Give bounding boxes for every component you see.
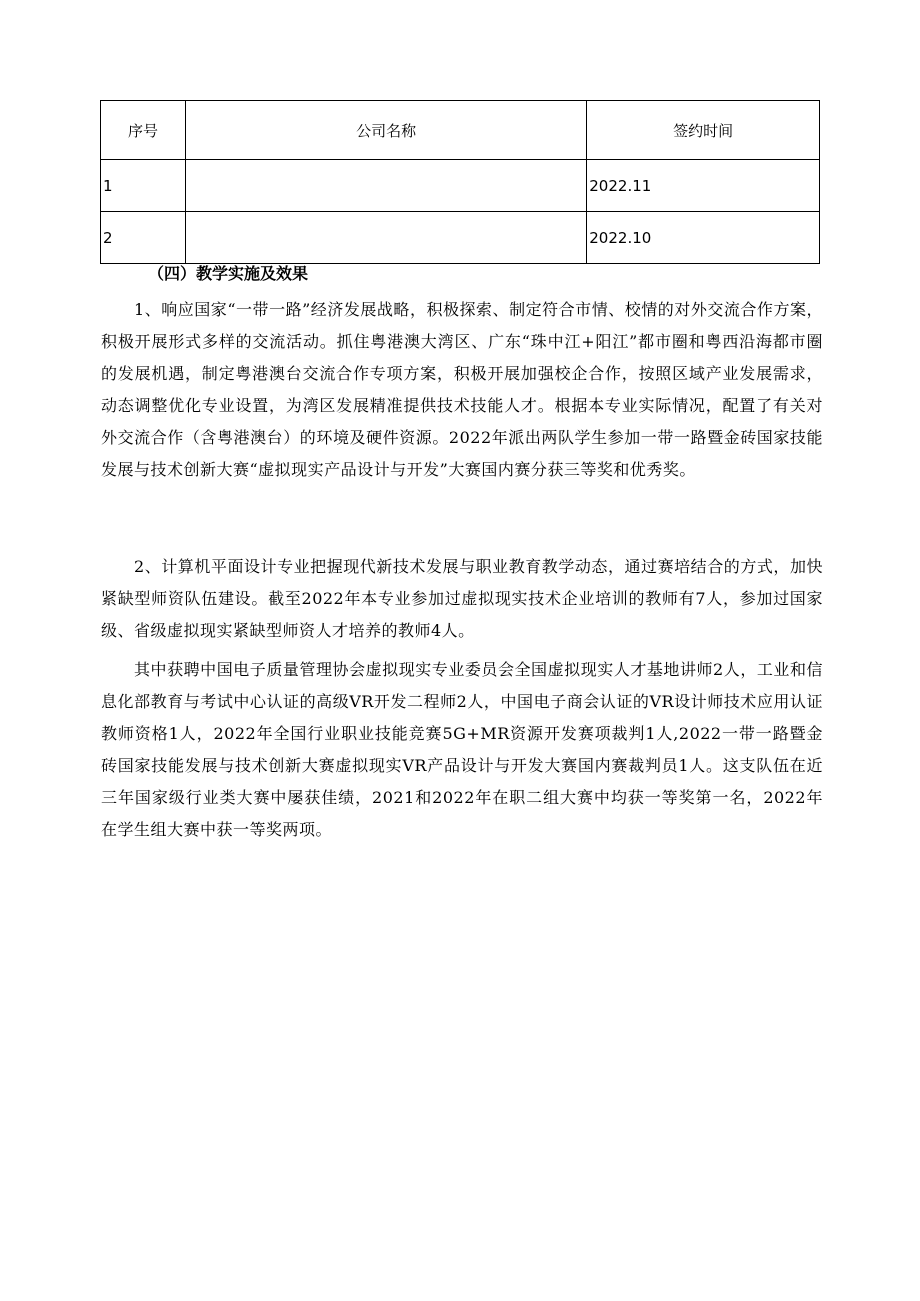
table-header-row — [101, 101, 820, 160]
table-row — [101, 160, 820, 212]
cell-serial-number: 1 — [101, 160, 186, 212]
cell-serial-number: 2 — [101, 212, 186, 264]
cell-signing-date: 2022.11 — [587, 160, 820, 212]
paragraph-faculty-building: 2、计算机平面设计专业把握现代新技术发展与职业教育教学动态，通过赛培结合的方式，加快紧缺型师资队伍建设。截至2022年本专业参加过虚拟现实技术企业培训的教师有7人，参加过国家级、省级虚拟现实紧缺型师资人才培养的教师4人。 — [101, 557, 823, 640]
paragraph-faculty-achievements: 其中获聘中国电子质量管理协会虚拟现实专业委员会全国虚拟现实人才基地讲师2人，工业和信息化部教育与考试中心认证的高级VR开发二程师2人，中国电子商会认证的VR设计师技术应用认证教师资格1人，2022年全国行业职业技能竞赛5G+MR资源开发赛项裁判1人,2022一带一路暨金砖国家技能发展与技术创新大赛虚拟现实VR产品设计与开发大赛国内赛裁判员1人。这支队伍在近三年国家级行业类大赛中屡获佳绩，2021和2022年在职二组大赛中均获一等奖第一名，2022年在学生组大赛中获一等奖两项。 — [101, 660, 823, 839]
table-row — [101, 212, 820, 264]
cell-company-name — [185, 160, 586, 212]
contract-table — [100, 100, 820, 264]
header-signing-date: 签约时间 — [587, 101, 820, 160]
paragraph-exchange-cooperation: 1、响应国家“一带一路”经济发展战略，积极探索、制定符合市情、校情的对外交流合作方案，积极开展形式多样的交流活动。抓住粤港澳大湾区、广东“珠中江+阳江”都市圈和粤西沿海都市圈的发展机遇，制定粤港澳台交流合作专项方案，积极开展加强校企合作，按照区域产业发展需求，动态调整优化专业设置，为湾区发展精准提供技术技能人才。根据本专业实际情况，配置了有关对外交流合作（含粤港澳台）的环境及硬件资源。2022年派出两队学生参加一带一路暨金砖国家技能发展与技术创新大赛“虚拟现实产品设计与开发”大赛国内赛分获三等奖和优秀奖。 — [101, 300, 823, 479]
cell-signing-date: 2022.10 — [587, 212, 820, 264]
cell-company-name — [185, 212, 586, 264]
section-heading: （四）教学实施及效果 — [148, 264, 309, 283]
header-company-name: 公司名称 — [185, 101, 586, 160]
header-serial-number: 序号 — [101, 101, 186, 160]
